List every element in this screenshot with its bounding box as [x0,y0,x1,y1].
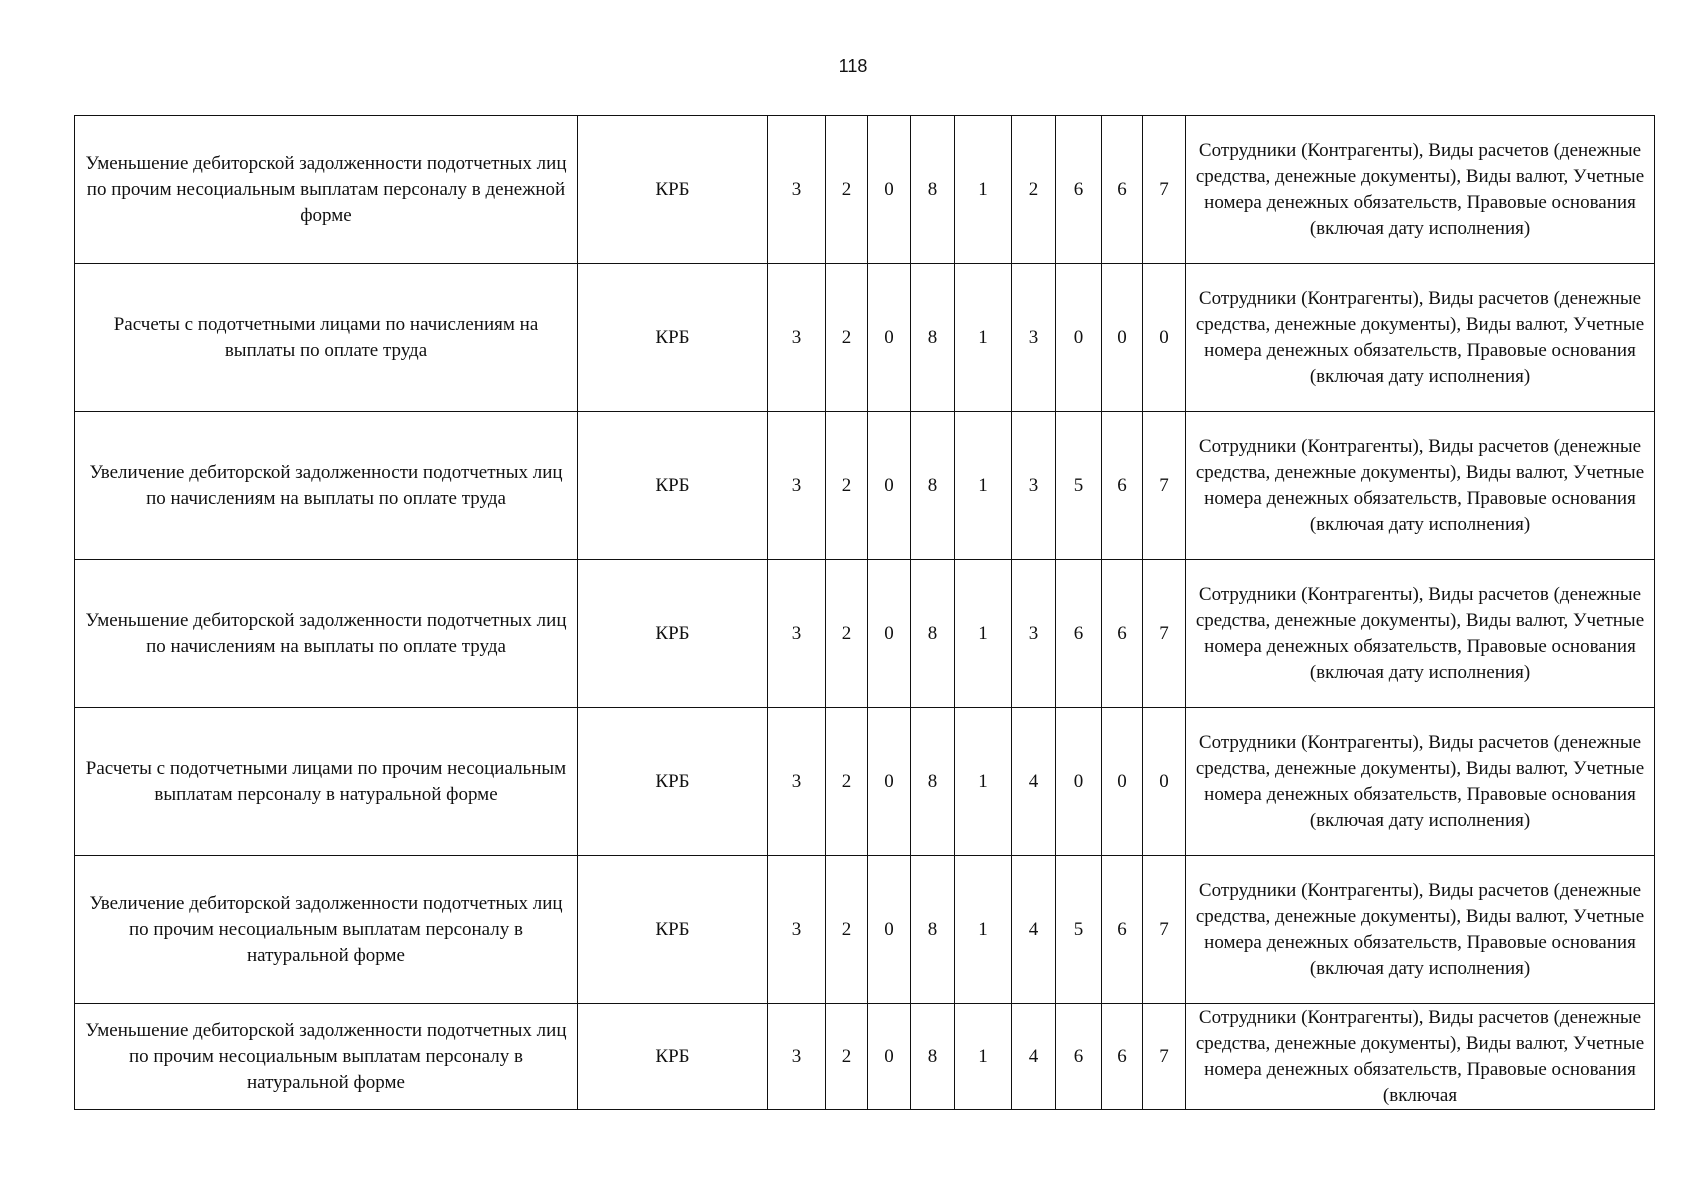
table-row [75,708,1655,856]
digit-cell: 1 [955,856,1012,1004]
digit-cell: 2 [826,856,868,1004]
digit-cell: 3 [1012,560,1056,708]
table-row [75,412,1655,560]
digit-cell: 7 [1143,116,1186,264]
code-cell: КРБ [578,856,768,1004]
description-cell: Увеличение дебиторской задолженности подотчетных лиц по начислениям на выплаты по оплате труда [75,412,578,560]
digit-cell: 1 [955,264,1012,412]
digit-cell: 7 [1143,1004,1186,1110]
digit-cell: 1 [955,560,1012,708]
attributes-cell: Сотрудники (Контрагенты), Виды расчетов (денежные средства, денежные документы), Виды валют, Учетные номера денежных обязательств, Правовые основания (включая дату исполнения) [1186,856,1655,1004]
digit-cell: 0 [1102,708,1143,856]
table-row [75,856,1655,1004]
digit-cell: 6 [1056,560,1102,708]
digit-cell: 8 [911,264,955,412]
digit-cell: 0 [1143,708,1186,856]
digit-cell: 3 [768,412,826,560]
digit-cell: 1 [955,1004,1012,1110]
digit-cell: 1 [955,116,1012,264]
attributes-cell [1186,1004,1655,1110]
digit-cell: 0 [868,708,911,856]
digit-cell: 8 [911,560,955,708]
digit-cell: 4 [1012,856,1056,1004]
digit-cell: 0 [868,856,911,1004]
digit-cell: 2 [826,116,868,264]
digit-cell: 2 [826,560,868,708]
code-cell: КРБ [578,708,768,856]
digit-cell: 2 [826,264,868,412]
digit-cell: 0 [1102,264,1143,412]
digit-cell: 2 [826,708,868,856]
description-cell: Уменьшение дебиторской задолженности подотчетных лиц по начислениям на выплаты по оплате труда [75,560,578,708]
digit-cell: 0 [868,116,911,264]
digit-cell: 6 [1102,116,1143,264]
table-row [75,560,1655,708]
description-cell: Уменьшение дебиторской задолженности подотчетных лиц по прочим несоциальным выплатам персоналу в денежной форме [75,116,578,264]
digit-cell: 6 [1056,1004,1102,1110]
digit-cell: 6 [1102,856,1143,1004]
digit-cell: 3 [1012,264,1056,412]
digit-cell: 8 [911,856,955,1004]
code-cell: КРБ [578,560,768,708]
code-cell: КРБ [578,412,768,560]
code-cell: КРБ [578,264,768,412]
attributes-cell: Сотрудники (Контрагенты), Виды расчетов (денежные средства, денежные документы), Виды валют, Учетные номера денежных обязательств, Правовые основания (включая дату исполнения) [1186,264,1655,412]
digit-cell: 8 [911,1004,955,1110]
digit-cell: 5 [1056,856,1102,1004]
description-cell: Расчеты с подотчетными лицами по начислениям на выплаты по оплате труда [75,264,578,412]
attributes-cell-text: Сотрудники (Контрагенты), Виды расчетов (денежные средства, денежные документы), Виды валют, Учетные номера денежных обязательств, Правовые основания (включая [1195,1006,1645,1106]
digit-cell: 0 [868,560,911,708]
digit-cell: 0 [1056,708,1102,856]
digit-cell: 2 [1012,116,1056,264]
digit-cell: 0 [868,1004,911,1110]
table-row [75,1004,1655,1110]
digit-cell: 7 [1143,856,1186,1004]
description-cell: Расчеты с подотчетными лицами по прочим несоциальным выплатам персоналу в натуральной форме [75,708,578,856]
description-cell: Уменьшение дебиторской задолженности подотчетных лиц по прочим несоциальным выплатам персоналу в натуральной форме [75,1004,578,1110]
description-cell: Увеличение дебиторской задолженности подотчетных лиц по прочим несоциальным выплатам персоналу в натуральной форме [75,856,578,1004]
digit-cell: 3 [768,264,826,412]
digit-cell: 2 [826,412,868,560]
attributes-cell: Сотрудники (Контрагенты), Виды расчетов (денежные средства, денежные документы), Виды валют, Учетные номера денежных обязательств, Правовые основания (включая дату исполнения) [1186,412,1655,560]
digit-cell: 1 [955,412,1012,560]
attributes-cell: Сотрудники (Контрагенты), Виды расчетов (денежные средства, денежные документы), Виды валют, Учетные номера денежных обязательств, Правовые основания (включая дату исполнения) [1186,560,1655,708]
digit-cell: 2 [826,1004,868,1110]
digit-cell: 4 [1012,1004,1056,1110]
digit-cell: 4 [1012,708,1056,856]
digit-cell: 8 [911,412,955,560]
digit-cell: 3 [1012,412,1056,560]
digit-cell: 0 [868,264,911,412]
code-cell: КРБ [578,116,768,264]
digit-cell: 3 [768,708,826,856]
digit-cell: 3 [768,856,826,1004]
digit-cell: 8 [911,708,955,856]
digit-cell: 1 [955,708,1012,856]
page-number: 118 [838,56,868,76]
digit-cell: 6 [1102,560,1143,708]
attributes-cell: Сотрудники (Контрагенты), Виды расчетов (денежные средства, денежные документы), Виды валют, Учетные номера денежных обязательств, Правовые основания (включая дату исполнения) [1186,116,1655,264]
digit-cell: 3 [768,116,826,264]
digit-cell: 0 [868,412,911,560]
digit-cell: 3 [768,560,826,708]
attributes-cell: Сотрудники (Контрагенты), Виды расчетов (денежные средства, денежные документы), Виды валют, Учетные номера денежных обязательств, Правовые основания (включая дату исполнения) [1186,708,1655,856]
digit-cell: 0 [1143,264,1186,412]
digit-cell: 3 [768,1004,826,1110]
code-cell: КРБ [578,1004,768,1110]
table-row [75,116,1655,264]
digit-cell: 8 [911,116,955,264]
digit-cell: 6 [1102,412,1143,560]
digit-cell: 7 [1143,412,1186,560]
digit-cell: 6 [1102,1004,1143,1110]
digit-cell: 0 [1056,264,1102,412]
table-row [75,264,1655,412]
accounts-table [74,115,1655,1110]
digit-cell: 5 [1056,412,1102,560]
digit-cell: 6 [1056,116,1102,264]
digit-cell: 7 [1143,560,1186,708]
